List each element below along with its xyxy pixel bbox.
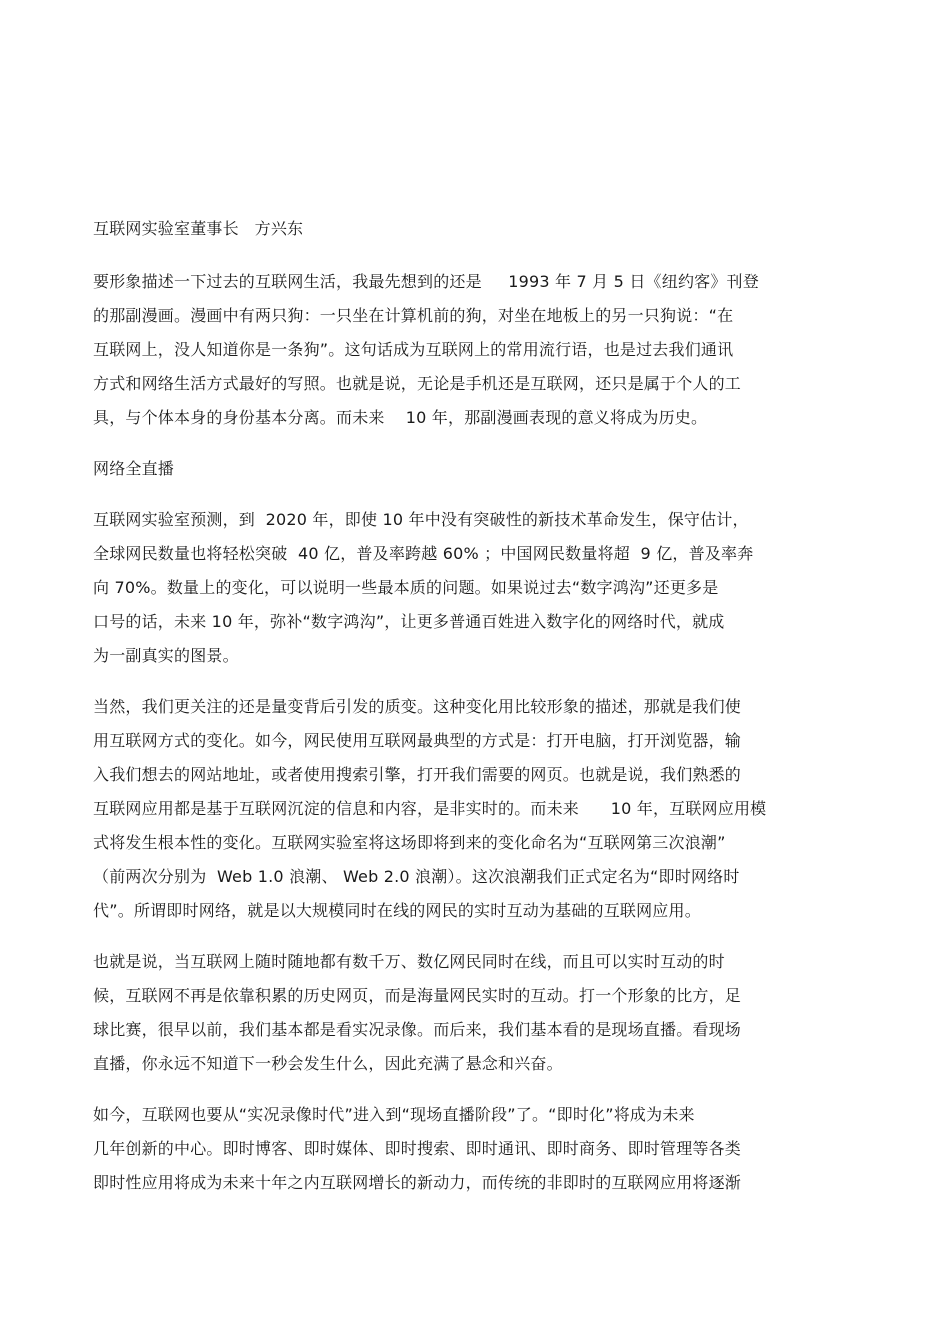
paragraph-line: 用互联网方式的变化。如今，网民使用互联网最典型的方式是：打开电脑，打开浏览器，输 <box>93 731 742 750</box>
paragraph-line: 即时性应用将成为未来十年之内互联网增长的新动力，而传统的非即时的互联网应用将逐渐 <box>93 1173 742 1192</box>
paragraph-line: 的那副漫画。漫画中有两只狗：一只坐在计算机前的狗，对坐在地板上的另一只狗说：“在 <box>93 306 734 325</box>
paragraph-line: 入我们想去的网站地址，或者使用搜索引擎，打开我们需要的网页。也就是说，我们熟悉的 <box>93 765 742 784</box>
paragraph-line: 当然，我们更关注的还是量变背后引发的质变。这种变化用比较形象的描述，那就是我们使 <box>93 697 742 716</box>
paragraph-line: 互联网上，没人知道你是一条狗”。这句话成为互联网上的常用流行语，也是过去我们通讯 <box>93 340 734 359</box>
paragraph-line: 为一副真实的图景。 <box>93 646 239 665</box>
paragraph-line: 具，与个体本身的身份基本分离。而未来 10 年，那副漫画表现的意义将成为历史。 <box>93 408 708 427</box>
paragraph-line: 直播，你永远不知道下一秒会发生什么，因此充满了悬念和兴奋。 <box>93 1054 563 1073</box>
paragraph-line: 代”。所谓即时网络，就是以大规模同时在线的网民的实时互动为基础的互联网应用。 <box>93 901 701 920</box>
paragraph-line: 互联网实验室预测，到 2020 年，即使 10 年中没有突破性的新技术革命发生，保守估计， <box>93 510 749 529</box>
paragraph-line: 候，互联网不再是依靠积累的历史网页，而是海量网民实时的互动。打一个形象的比方，足 <box>93 986 742 1005</box>
paragraph-line: 口号的话，未来 10 年，弥补“数字鸿沟”，让更多普通百姓进入数字化的网络时代，就成 <box>93 612 725 631</box>
paragraph-line: 也就是说，当互联网上随时随地都有数千万、数亿网民同时在线，而且可以实时互动的时 <box>93 952 725 971</box>
paragraph-line: 要形象描述一下过去的互联网生活，我最先想到的还是 1993 年 7 月 5 日《纽约客》刊登 <box>93 272 759 291</box>
paragraph-line: 式将发生根本性的变化。互联网实验室将这场即将到来的变化命名为“互联网第三次浪潮” <box>93 833 726 852</box>
paragraph-line: 球比赛，很早以前，我们基本都是看实况录像。而后来，我们基本看的是现场直播。看现场 <box>93 1020 742 1039</box>
paragraph-line: 向 70%。数量上的变化，可以说明一些最本质的问题。如果说过去“数字鸿沟”还更多是 <box>93 578 719 597</box>
paragraph-line: （前两次分别为 Web 1.0 浪潮、 Web 2.0 浪潮）。这次浪潮我们正式定名为“即时网络时 <box>93 867 740 886</box>
paragraph-line: 方式和网络生活方式最好的写照。也就是说，无论是手机还是互联网，还只是属于个人的工 <box>93 374 742 393</box>
paragraph-line: 全球网民数量也将轻松突破 40 亿，普及率跨越 60% ；中国网民数量将超 9 亿，普及率奔 <box>93 544 754 563</box>
section-heading: 网络全直播 <box>93 459 175 478</box>
author-line: 互联网实验室董事长 方兴东 <box>93 219 304 238</box>
paragraph-line: 几年创新的中心。即时博客、即时媒体、即时搜索、即时通讯、即时商务、即时管理等各类 <box>93 1139 742 1158</box>
paragraph-line: 互联网应用都是基于互联网沉淀的信息和内容，是非实时的。而未来 10 年，互联网应用模 <box>93 799 767 818</box>
paragraph-line: 如今，互联网也要从“实况录像时代”进入到“现场直播阶段”了。“即时化”将成为未来 <box>93 1105 695 1124</box>
